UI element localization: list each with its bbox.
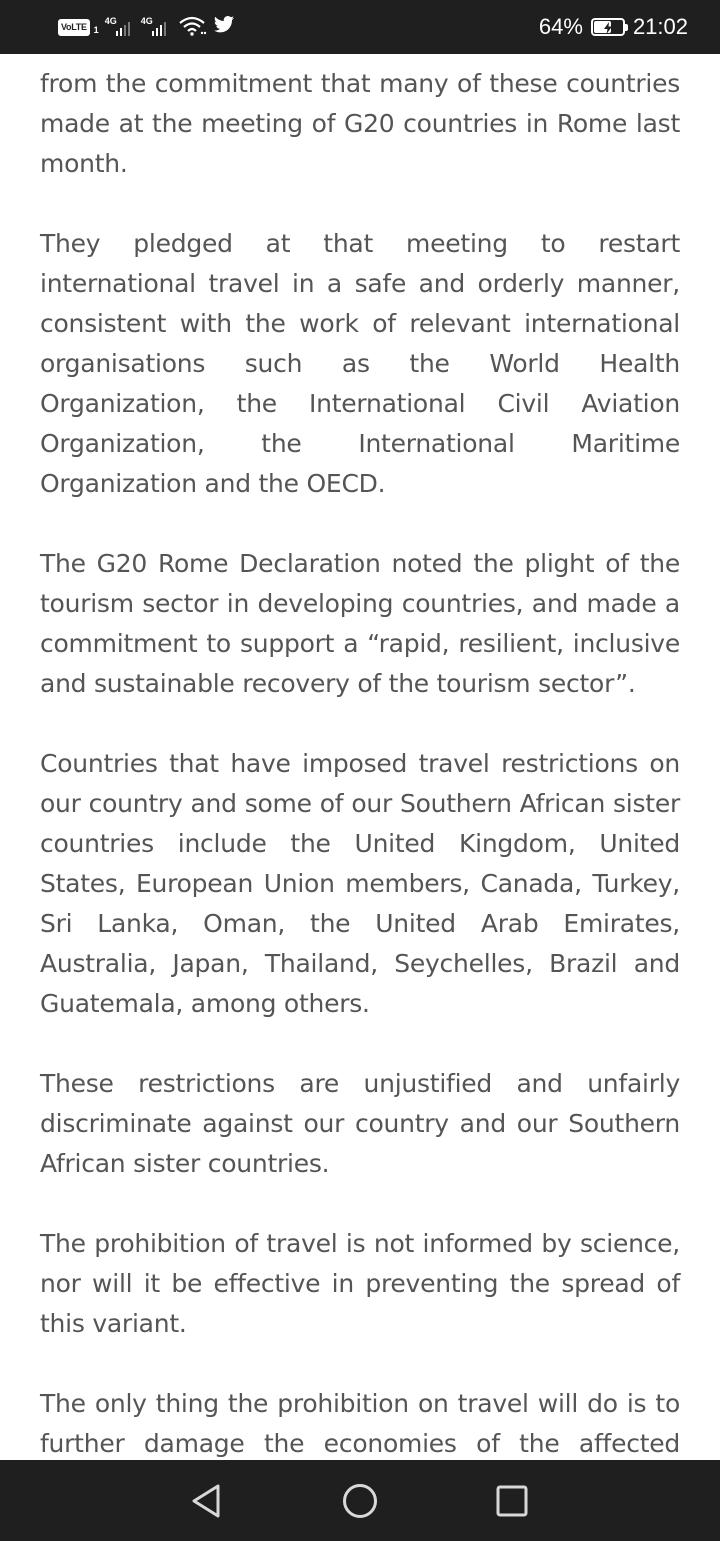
sim-number: 1 xyxy=(93,25,99,35)
article-paragraph: The prohibition of travel is not informed by science, nor will it be effective in preventing the spread of this variant. xyxy=(40,1229,680,1338)
back-icon xyxy=(189,1483,223,1519)
volte-icon: VoLTE xyxy=(58,19,90,36)
signal-icon xyxy=(141,16,171,38)
article-paragraph: Countries that have imposed travel restrictions on our country and some of our Southern African sister countries include the United Kingdom, United States, European Union members, Canada, Turkey, Sri Lanka, Oman, the United Arab Emirates, Australia, Japan, Thailand, Seychelles, Brazil and Guatemala, among others. xyxy=(40,749,680,1018)
article-paragraph: from the commitment that many of these countries made at the meeting of G20 countries in Rome last month. xyxy=(40,69,680,178)
navigation-bar xyxy=(0,1460,720,1541)
article-paragraph: These restrictions are unjustified and unfairly discriminate against our country and our Southern African sister countries. xyxy=(40,1069,680,1178)
article-paragraph: The only thing the prohibition on travel will do is to further damage the economies of the affected xyxy=(40,1389,680,1458)
home-icon xyxy=(341,1482,379,1520)
network-type: 4G xyxy=(140,16,153,26)
article-paragraph: They pledged at that meeting to restart international travel in a safe and orderly manner, consistent with the work of relevant international organisations such as the World Health Organization, the International Civil Aviation Organization, the International Maritime Organization and the OECD. xyxy=(40,229,680,498)
charging-icon xyxy=(603,14,613,40)
network-type: 4G xyxy=(104,16,117,26)
recents-icon xyxy=(495,1484,529,1518)
article-paragraph: The G20 Rome Declaration noted the plight of the tourism sector in developing countries, and made a commitment to support a “rapid, resilient, inclusive and sustainable recovery of the tourism sector”. xyxy=(40,549,680,698)
status-icons-left xyxy=(58,14,235,40)
wifi-icon xyxy=(177,14,207,41)
article-body xyxy=(40,64,680,1541)
clock: 21:02 xyxy=(632,14,688,39)
back-button[interactable] xyxy=(186,1481,226,1521)
battery-percent: 64% xyxy=(538,14,583,39)
signal-icon xyxy=(105,16,135,38)
battery-icon xyxy=(591,18,625,36)
twitter-icon xyxy=(213,15,235,40)
recents-button[interactable] xyxy=(492,1481,532,1521)
status-icons-right xyxy=(539,13,688,41)
home-button[interactable] xyxy=(340,1481,380,1521)
status-bar xyxy=(0,0,720,54)
